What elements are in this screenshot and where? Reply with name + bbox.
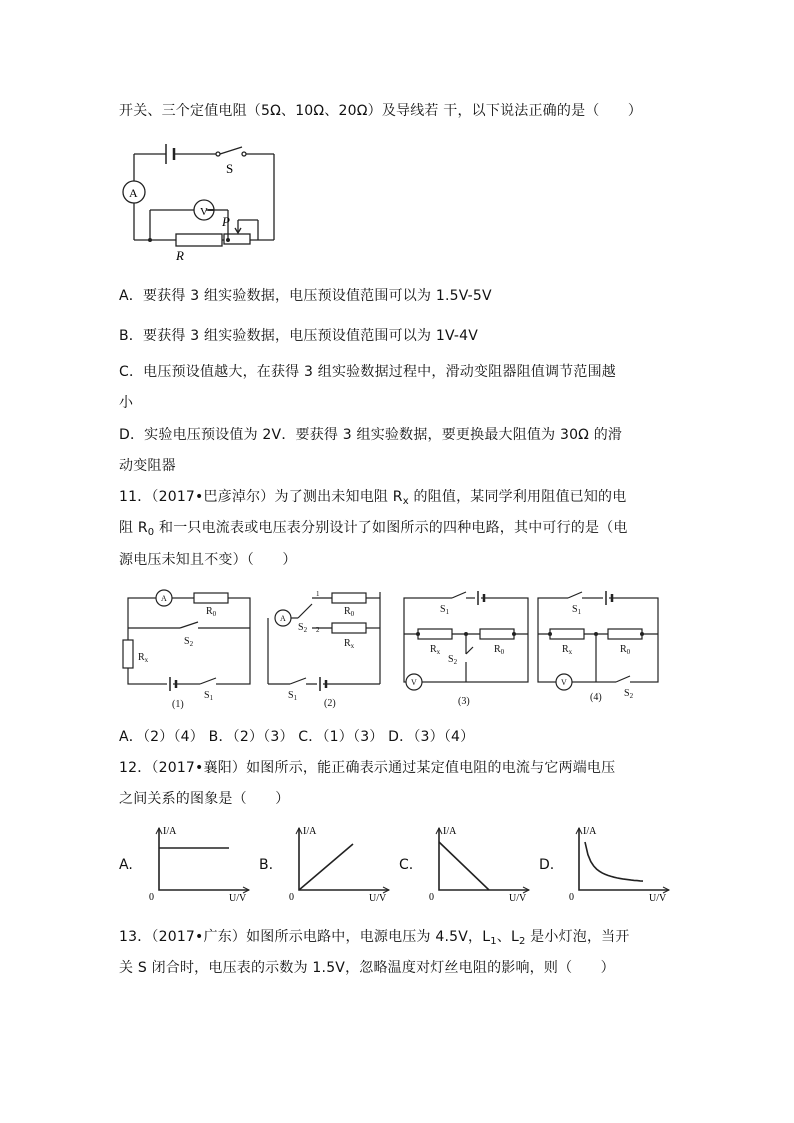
q12-choice-letter: B. [259, 857, 274, 873]
q12-choice-letter: D. [539, 857, 555, 873]
q12-y-axis-label: I/A [303, 826, 317, 837]
q12-x-axis-label: U/V [509, 893, 527, 902]
q11-fig4-s2-label: $S_2$ [624, 688, 634, 700]
q11-fig3-rx-label: $R_x$ [430, 644, 441, 656]
q12-curve [299, 844, 353, 890]
q12-graph-falling [427, 822, 537, 902]
q11-line3: 源电压未知且不变）（ ） [119, 552, 297, 568]
q10-voltmeter-label: V [200, 206, 208, 218]
q13-line1: 13．（2017•广东）如图所示电路中，电源电压为 4.5V，$L_1$、$L_2$ 是小灯泡，当开 [119, 929, 630, 947]
q12-x-axis-label: U/V [649, 893, 667, 902]
q11-fig4-caption: (4) [590, 692, 602, 703]
q10-ammeter-label: A [129, 186, 138, 200]
q10-option-c-line2: 小 [119, 395, 134, 411]
q10-circuit-diagram [118, 138, 280, 268]
q12-axes [159, 828, 249, 890]
q12-x-axis-label: U/V [229, 893, 247, 902]
q11-fig1-rx-label: $R_x$ [138, 652, 149, 664]
q11-fig2-rx-label: $R_x$ [344, 638, 355, 650]
q11-fig3-s2-label: $S_2$ [448, 654, 458, 666]
q10-resistor-label: R [176, 248, 184, 263]
q12-y-axis-label: I/A [443, 826, 457, 837]
q11-fig1-s1-label: $S_1$ [204, 690, 214, 702]
q12-choice-letter: C. [399, 857, 414, 873]
q11-fig1-caption: (1) [172, 699, 184, 710]
q11-circuit-diagrams [118, 582, 678, 712]
q11-fig1-s2-label: $S_2$ [184, 636, 194, 648]
q12-graph-hyperbola [567, 822, 677, 902]
q11-fig2-contact1-label: 1 [316, 590, 320, 598]
q12-axes [579, 828, 669, 890]
q12-line1: 12．（2017•襄阳）如图所示，能正确表示通过某定值电阻的电流与它两端电压 [119, 760, 616, 776]
q10-switch-label: S [226, 161, 234, 176]
q10-slider-label: P [222, 214, 230, 229]
q11-fig3-caption: (3) [458, 696, 470, 707]
q11-fig4-voltmeter-label: V [561, 678, 567, 687]
q11-fig4-r0-label: $R_0$ [620, 644, 631, 656]
q10-option-a: A．要获得 3 组实验数据，电压预设值范围可以为 1.5V-5V [119, 288, 492, 304]
q10-option-d-line1: D．实验电压预设值为 2V．要获得 3 组实验数据，要更换最大阻值为 30Ω 的滑 [119, 427, 623, 443]
q12-choice-letter: A. [119, 857, 133, 873]
q12-axes [439, 828, 529, 890]
q12-origin-label: 0 [289, 892, 294, 902]
q11-fig3-s1-label: $S_1$ [440, 604, 450, 616]
q11-fig2-caption: (2) [324, 698, 336, 709]
q11-line1: 11．（2017•巴彦淖尔）为了测出未知电阻 $R_x$ 的阻值，某同学利用阻值已知的电 [119, 489, 627, 507]
q12-line2: 之间关系的图象是（ ） [119, 791, 290, 807]
q12-origin-label: 0 [569, 892, 574, 902]
q12-y-axis-label: I/A [163, 826, 177, 837]
q12-curve [585, 842, 643, 881]
q12-graph-rising [287, 822, 397, 902]
q12-y-axis-label: I/A [583, 826, 597, 837]
q11-line2: 阻 $R_0$ 和一只电流表或电压表分别设计了如图所示的四种电路，其中可行的是（电 [119, 520, 628, 538]
q11-fig3-r0-label: $R_0$ [494, 644, 505, 656]
q11-answer-options: A．（2）（4） B．（2）（3） C．（1）（3） D．（3）（4） [119, 729, 475, 745]
q11-fig1-ammeter-label: A [161, 594, 167, 603]
q11-fig1-r0-label: $R_0$ [206, 606, 217, 618]
q11-fig4-s1-label: $S_1$ [572, 604, 582, 616]
q12-axes [299, 828, 389, 890]
q11-fig4-rx-label: $R_x$ [562, 644, 573, 656]
q11-fig2-s2-label: $S_2$ [298, 622, 308, 634]
q11-fig2-ammeter-label: A [280, 614, 286, 623]
q11-fig2-s1-label: $S_1$ [288, 690, 298, 702]
q11-fig3-voltmeter-label: V [411, 678, 417, 687]
q10-option-b: B．要获得 3 组实验数据，电压预设值范围可以为 1V-4V [119, 328, 479, 344]
q10-intro: 开关、三个定值电阻（5Ω、10Ω、20Ω）及导线若 干，以下说法正确的是（ ） [119, 103, 643, 119]
q11-fig2-contact2-label: 2 [316, 626, 320, 634]
q12-curve [439, 842, 489, 890]
q12-origin-label: 0 [149, 892, 154, 902]
q10-option-d-line2: 动变阻器 [119, 458, 176, 474]
q12-origin-label: 0 [429, 892, 434, 902]
q12-graph-horizontal [147, 822, 257, 902]
q12-x-axis-label: U/V [369, 893, 387, 902]
q13-line2: 关 S 闭合时，电压表的示数为 1.5V，忽略温度对灯丝电阻的影响，则（ ） [119, 960, 615, 976]
q10-option-c-line1: C．电压预设值越大，在获得 3 组实验数据过程中，滑动变阻器阻值调节范围越 [119, 364, 616, 380]
q11-fig2-r0-label: $R_0$ [344, 606, 355, 618]
